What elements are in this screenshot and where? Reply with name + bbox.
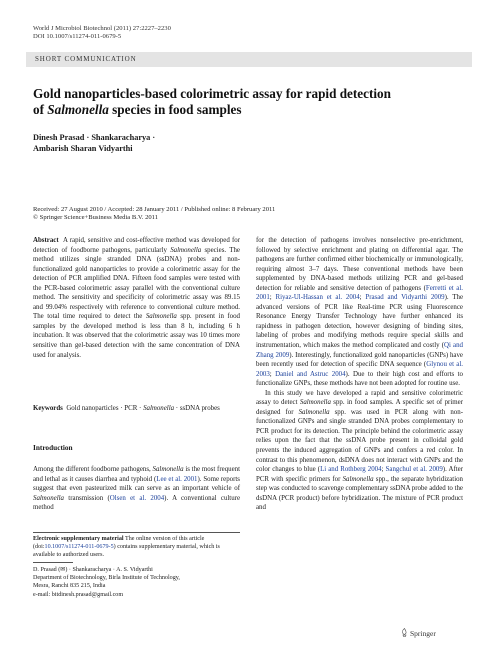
citation-link[interactable]: Lee et al. 2001	[156, 475, 198, 483]
section-banner	[26, 52, 472, 67]
body-text: ). Interestingly, functionalized gold nanoparticles (GNPs) have been recently used for detection of specific DNA sequence (	[256, 351, 463, 369]
abstract-italic: Salmonella	[145, 313, 177, 321]
abstract-label: Abstract	[33, 237, 59, 244]
body-italic: Salmonella	[298, 408, 330, 416]
authors-line-1: Dinesh Prasad · Shankaracharya ·	[33, 133, 156, 142]
intro-italic: Salmonella	[152, 466, 184, 473]
affiliation-address: Mesra, Ranchi 835 215, India	[33, 583, 106, 590]
body-text: In this study we have developed a rapid and sensitive colorimetric assay to detect	[256, 389, 463, 407]
citation-link[interactable]: Daniel and Astruc 2004	[275, 370, 346, 378]
citation-link[interactable]: Prasad and Vidyarthi 2009	[365, 294, 445, 302]
body-text: spp. was used in PCR along with non-functionalized GNPs and single stranded DNA probes complementary to PCR product for its detection. The principle behind the colorimetric assay relies upon the fact that the ssDNA probe present in colloidal gold prevents the induced aggregation of GNPs and confers a red color. In contrast to this phenomenon, dsDNA does not interact with GNPs and the color changes to blue (	[256, 408, 463, 474]
title-line-2	[33, 102, 453, 118]
affiliation-dept: Department of Biotechnology, Birla Institute of Technology,	[33, 575, 180, 582]
article-title	[33, 86, 453, 118]
body-italic: Salmonella	[342, 475, 374, 483]
publication-dates: Received: 27 August 2010 / Accepted: 28 January 2011 / Published online: 8 February 2011	[33, 206, 276, 213]
affiliation-divider	[33, 562, 73, 563]
keywords-text: Gold nanoparticles · PCR ·	[66, 405, 144, 412]
abstract-text: A rapid, sensitive and cost-effective method was developed for detection of foodborne pathogens, particularly	[33, 237, 240, 254]
author-list	[33, 132, 453, 154]
paragraph	[256, 236, 463, 389]
esm-label: Electronic supplementary material	[33, 536, 124, 542]
footnote-divider	[33, 532, 240, 533]
title-text: of	[33, 102, 48, 117]
publisher-footer	[401, 628, 436, 638]
title-text: species in food samples	[108, 102, 242, 117]
body-text: ). Due to their high cost and efforts to functionalize GNPs, these methods have not been adopted for routine use.	[256, 370, 463, 388]
title-italic: Salmonella	[47, 102, 109, 117]
body-text: spp. in food samples. A specific set of primer designed for	[256, 399, 463, 416]
intro-text: ). A conventional culture method	[33, 494, 241, 512]
body-italic: Salmonella	[299, 399, 331, 407]
body-text: ). The advanced versions of PCR like Real-time PCR using Fluorescence Resonance Energy Transfer Technology have further enhanced its rapidness in pathogen detection, however designing of binding sites, labeling of probes and modifying methods require special skills and instrumentation, which makes the method complicated and costly (	[256, 294, 464, 350]
body-text: ;	[269, 370, 276, 378]
affiliation-email[interactable]: e-mail: bitdinesh.prasad@gmail.com	[33, 591, 124, 598]
esm-text: ) contains supplementary material, which is available to authorized users.	[33, 544, 220, 559]
introduction-heading: Introduction	[33, 443, 73, 452]
citation-link[interactable]: Glynou et al. 2003	[256, 361, 463, 378]
section-banner-label: SHORT COMMUNICATION	[35, 55, 137, 63]
publisher-name: Springer	[410, 629, 436, 638]
received-dates	[33, 206, 453, 223]
paragraph	[256, 389, 463, 513]
affiliation-names: D. Prasad (✉) · Shankaracharya · A. S. Vidyarthi	[33, 567, 153, 573]
doi-link[interactable]: 10.1007/s11274-011-0679-5	[44, 544, 114, 551]
right-column-text	[256, 236, 463, 513]
citation-link[interactable]: Riyaz-Ul-Hassan et al. 2004	[275, 294, 360, 302]
body-text: ). After PCR with specific primers for	[256, 466, 464, 483]
citation-link[interactable]: Ferretti et al. 2001	[256, 284, 463, 302]
body-text: for the detection of pathogens involves nonselective pre-enrichment, followed by selective enrichment and plating on differential agar. The pathogens are further confirmed either biochemically or immunologically, requiring almost 3–7 days. These conventional methods have been supplemented by DNA-based methods utilizing PCR and gel-based detection for reliable and sensitive detection of pathogens (	[256, 237, 463, 292]
keywords-text: · ssDNA probes	[174, 405, 220, 412]
authors-line-2: Ambarish Sharan Vidyarthi	[33, 144, 133, 153]
keywords	[33, 404, 240, 414]
citation-link[interactable]: Qi and Zhang 2009	[256, 342, 463, 359]
intro-text: ). Some reports suggest that even pasteurized milk can serve as an important vehicle of	[33, 475, 240, 493]
abstract-text: spp. present in food samples by the developed method is less than 8 h, including 6 h incubation. It was observed that the colorimetric assay was 10 times more sensitive than gel-based detection with the same concentration of DNA used for analysis.	[33, 313, 241, 359]
body-text: ;	[381, 466, 386, 474]
keywords-italic: Salmonella	[143, 405, 175, 412]
abstract-text: species. The method utilizes single stranded DNA (ssDNA) probes and non-functionalized gold nanoparticles to provide a colorimetric assay for the detection of PCR amplified DNA. Fifteen food samples were tested with the PCR-based colorimetric assay parallel with the conventional culture method. The sensitivity and specificity of colorimetric assay was 89.15 and 99.04% respectively with reference to conventional culture method. The total time required to detect the	[33, 246, 240, 321]
supplementary-note	[33, 535, 240, 560]
esm-text: The online version of this article (doi:	[33, 536, 205, 551]
intro-text: Among the different foodborne pathogens,	[33, 466, 153, 473]
journal-doi: DOI 10.1007/s11274-011-0679-5	[33, 33, 122, 41]
author-affiliation	[33, 566, 243, 599]
intro-italic: Salmonella	[33, 494, 65, 502]
intro-text: is the most frequent and lethal as it causes diarrhea and typhoid (	[33, 466, 241, 483]
abstract-italic: Salmonella	[170, 246, 202, 254]
introduction-text	[33, 465, 240, 513]
journal-citation: World J Microbiol Biotechnol (2011) 27:2227–2230	[33, 25, 171, 32]
keywords-label: Keywords	[33, 405, 63, 412]
body-text: ;	[359, 294, 366, 302]
citation-link[interactable]: Li and Rothberg 2004	[320, 466, 382, 474]
springer-logo-icon	[401, 628, 408, 637]
intro-text: transmission (	[64, 494, 110, 502]
body-text: spp., the separate hybridization step was conducted to scavenge complementary ssDNA probe added to the dsDNA (PCR product) before hybridization. The mixture of PCR product and	[256, 475, 463, 512]
citation-link[interactable]: Olsen et al. 2004	[109, 494, 165, 502]
abstract	[33, 236, 240, 360]
citation-link[interactable]: Sangchul et al. 2009	[385, 466, 443, 474]
body-text: ;	[269, 294, 276, 302]
copyright-notice: © Springer Science+Business Media B.V. 2011	[33, 214, 159, 222]
journal-header	[33, 25, 171, 42]
title-line-1: Gold nanoparticles-based colorimetric assay for rapid detection	[33, 86, 391, 101]
